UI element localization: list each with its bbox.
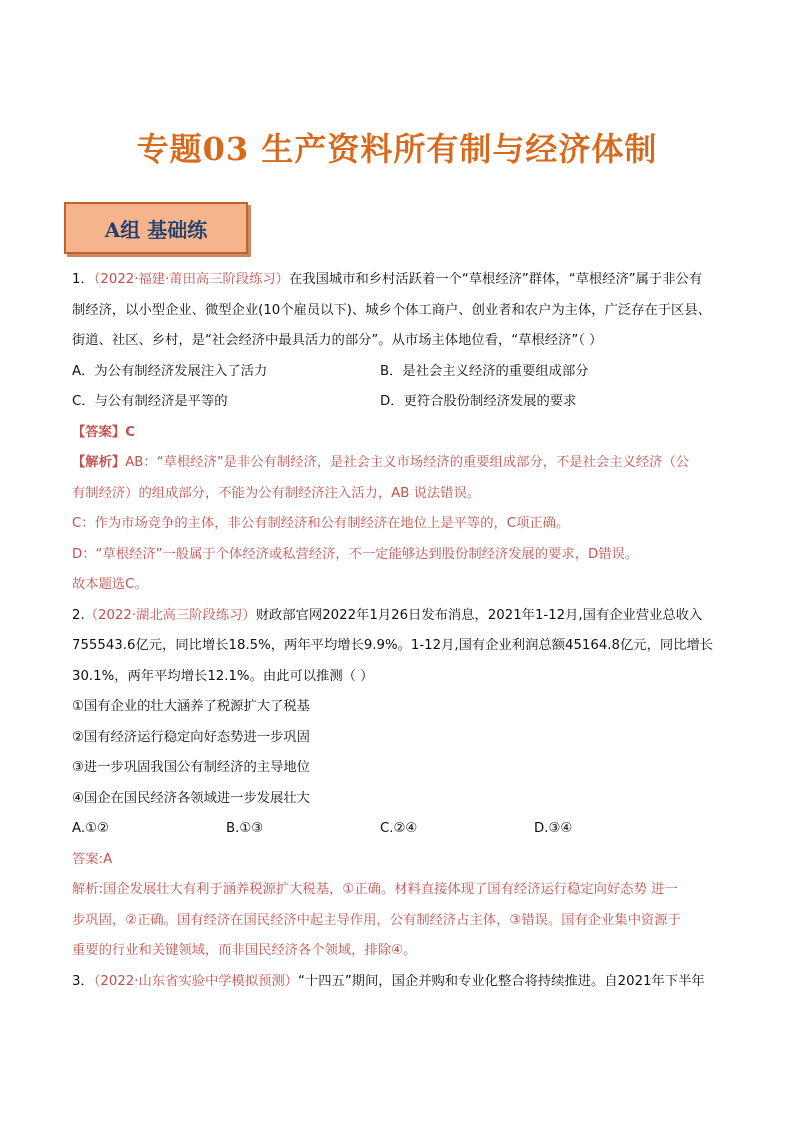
q1-conclusion: 故本题选C。: [72, 577, 148, 592]
page-title: 专题03 生产资料所有制与经济体制: [136, 130, 658, 168]
q2-number: 2.: [72, 607, 85, 623]
q1-analysis-line-3: C：作为市场竞争的主体，非公有制经济和公有制经济在地位上是平等的，C项正确。: [72, 516, 570, 531]
q2-option-d: D.③④: [534, 821, 573, 836]
q2-analysis-line-1: 解析:国企发展壮大有利于涵养税源扩大税基，①正确。材料直接体现了国有经济运行稳定向好态势 进一: [72, 882, 678, 897]
q1-options-row-2: [72, 387, 722, 418]
q2-option-b: B.①③: [226, 821, 264, 836]
q1-analysis-line-4: D：“草根经济”一般属于个体经济或私营经济，不一定能够达到股份制经济发展的要求，D错误。: [72, 546, 639, 562]
q1-option-d: D．更符合股份制经济发展的要求: [380, 394, 577, 409]
q2-stem-text-1: 财政部官网2022年1月26日发布消息，2021年1-12月,国有企业营业总收入: [255, 607, 703, 623]
q2-item-1: ①国有企业的壮大涵养了税源扩大了税基: [72, 699, 310, 714]
q1-option-b: B．是社会主义经济的重要组成部分: [380, 363, 589, 379]
section-group-label-text: A组 基础练: [104, 217, 208, 242]
q3-source: （2022·山东省实验中学模拟预测）: [93, 973, 299, 989]
q2-answer: 答案:A: [72, 851, 113, 867]
q2-source: （2022·湖北高三阶段练习）: [84, 607, 256, 623]
q2-item-2: ②国有经济运行稳定向好态势进一步巩固: [72, 729, 310, 745]
q1-stem-line-1: [72, 265, 722, 296]
q1-analysis-line-2: 有制经济）的组成部分，不能为公有制经济注入活力，AB 说法错误。: [72, 485, 481, 501]
q1-option-a: A．为公有制经济发展注入了活力: [72, 363, 268, 379]
q2-item-3: ③进一步巩固我国公有制经济的主导地位: [72, 760, 310, 775]
q3-stem-text-1: “十四五”期间，国企并购和专业化整合将持续推进。自2021年下半年: [298, 973, 705, 989]
q1-number: 1．: [72, 272, 94, 287]
q2-options-row: [72, 814, 722, 845]
q3-number: 3．: [72, 973, 94, 989]
q1-answer-value: C: [125, 424, 135, 440]
document-content: [72, 265, 722, 997]
q1-options-row-1: [72, 357, 722, 388]
q1-stem-line-3: 街道、社区、乡村，是“社会经济中最具活力的部分”。从市场主体地位看，“草根经济”（ ）: [72, 333, 603, 348]
q1-analysis-label: 【解析】: [72, 455, 126, 470]
q3-stem-line-1: [72, 967, 722, 998]
q2-analysis-line-3: 重要的行业和关键领域，而非国民经济各个领域，排除④。: [72, 943, 417, 958]
q1-source: （2022·福建·莆田高三阶段练习）: [93, 272, 289, 287]
q1-stem-text-1: 在我国城市和乡村活跃着一个“草根经济”群体，“草根经济”属于非公有: [288, 272, 703, 287]
q2-item-4: ④国企在国民经济各领域进一步发展壮大: [72, 790, 310, 806]
q2-option-c: C.②④: [380, 821, 418, 836]
q1-option-c: C．与公有制经济是平等的: [72, 394, 228, 409]
q1-answer-label: 【答案】: [72, 424, 126, 440]
q1-analysis-text-1: AB：“草根经济”是非公有制经济，是社会主义市场经济的重要组成部分，不是社会主义经济（公: [125, 455, 690, 470]
q1-analysis-line-1: [72, 448, 722, 479]
q1-answer: [72, 418, 722, 449]
q2-stem-line-1: [72, 601, 722, 632]
q2-option-a: A.①②: [72, 821, 109, 836]
section-group-label: [64, 202, 248, 254]
q2-stem-line-2: 755543.6亿元，同比增长18.5%，两年平均增长9.9%。1-12月,国有企业利润总额45164.8亿元，同比增长: [72, 638, 714, 653]
q2-stem-line-3: 30.1%，两年平均增长12.1%。由此可以推测（ ）: [72, 668, 374, 684]
q1-stem-line-2: 制经济，以小型企业、微型企业(10个雇员以下)、城乡个体工商户、创业者和农户为主体，广泛存在于区县、: [72, 302, 711, 318]
q2-analysis-line-2: 步巩固，②正确。国有经济在国民经济中起主导作用，公有制经济占主体，③错误。国有企业集中资源于: [72, 912, 681, 928]
